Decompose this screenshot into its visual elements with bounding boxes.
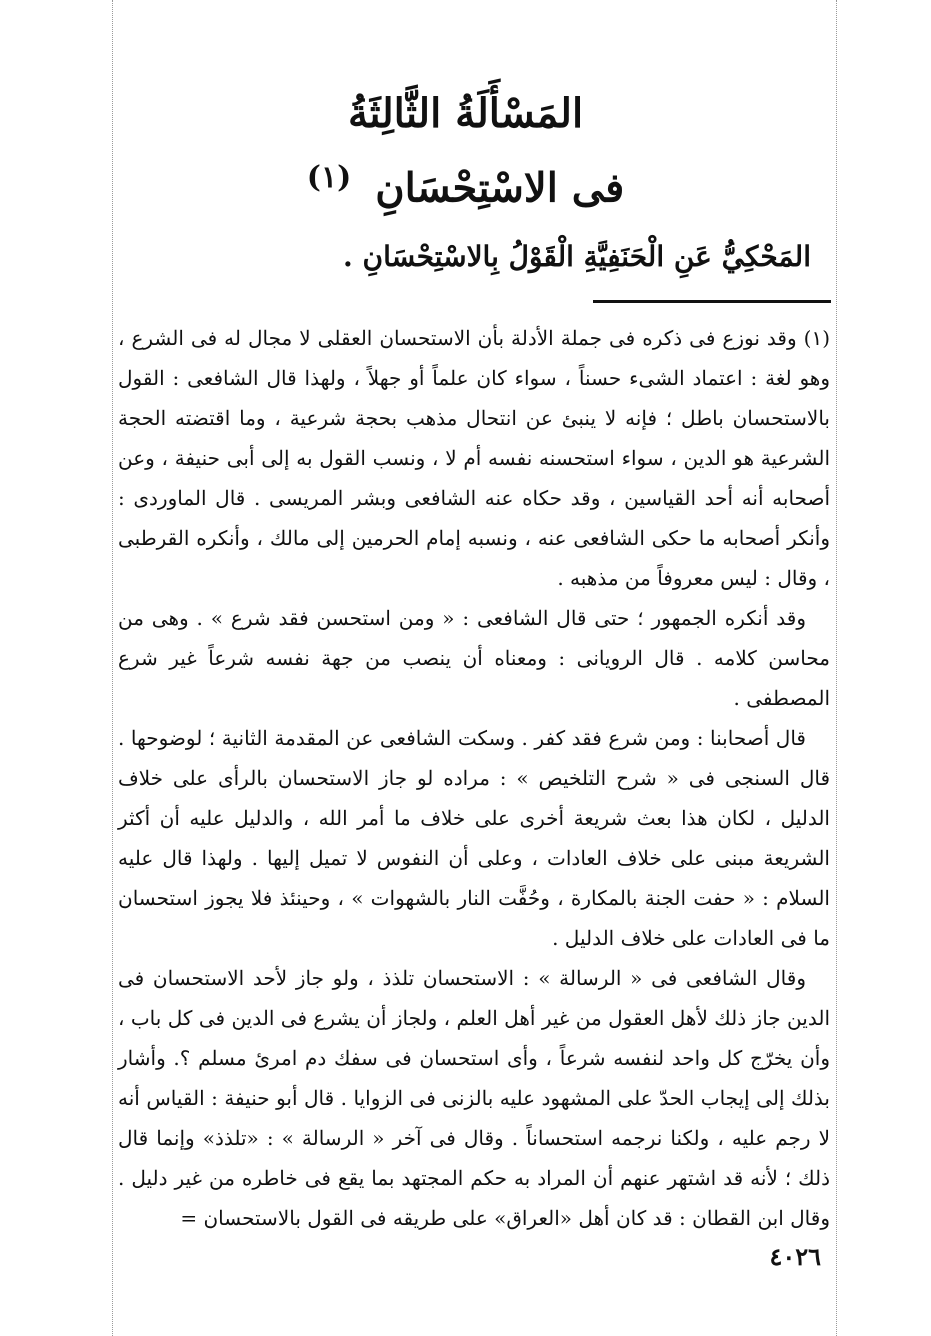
footnote-paragraph-3: قال أصحابنا : ومن شرع فقد كفر . وسكت الشافعى عن المقدمة الثانية ؛ لوضوحها . قال السنجى فى « شرح التلخيص » : مراده لو جاز الاستحسان بالرأى على خلاف الدليل ، لكان هذا بعث شريعة أخرى على خلاف ما أمر الله ، والدليل عليه أن أكثر الشريعة مبنى على خلاف العادات ، وعلى أن النفوس لا تميل إليها . ولهذا قال عليه السلام : « حفت الجنة بالمكارة ، وحُفَّت النار بالشهوات » ، وحينئذ فلا يجوز استحسان ما فى العادات على خلاف الدليل .	[118, 726, 830, 950]
main-text: المَحْكِيُّ عَنِ الْحَنَفِيَّةِ الْقَوْلُ بِالاسْتِحْسَانِ .	[343, 240, 811, 273]
page-number: ٤٠٢٦	[769, 1242, 821, 1271]
footnote-separator	[593, 300, 831, 303]
footnote-reference: (١)	[306, 160, 352, 195]
footnotes-block	[118, 318, 830, 1238]
issue-title: المَسْأَلَةُ الثَّالِثَةُ	[347, 90, 584, 137]
footnote-paragraph-2: وقد أنكره الجمهور ؛ حتى قال الشافعى : « ومن استحسن فقد شرع » . وهى من محاسن كلامه . قال الرويانى : ومعناه أن ينصب من جهة نفسه شرعاً غير شرع المصطفى .	[118, 606, 830, 710]
footnote-paragraph-1: (١) وقد نوزع فى ذكره فى جملة الأدلة بأن الاستحسان العقلى لا مجال له فى الشرع ، وهو لغة : اعتماد الشىء حسناً ، سواء كان علماً أو جهلاً ، ولهذا قال الشافعى : القول بالاستحسان باطل ؛ فإنه لا ينبئ عن انتحال مذهب بحجة شرعية ، وما اقتضته الحجة الشرعية هو الدين ، سواء استحسنه نفسه أم لا ، ونسب القول به إلى أبى حنيفة ، وعن أصحابه أنه أحد القياسين ، وقد حكاه عنه الشافعى وبشر المريسى . قال الماوردى : وأنكر أصحابه ما حكى الشافعى عنه ، ونسبه إمام الحرمين إلى مالك ، وأنكره القرطبى ، وقال : ليس معروفاً من مذهبه .	[118, 326, 830, 590]
topic-title	[0, 158, 931, 214]
footnote-paragraph-4: وقال الشافعى فى « الرسالة » : الاستحسان تلذذ ، ولو جاز لأحد الاستحسان فى الدين جاز ذلك لأهل العقول من غير أهل العلم ، ولجاز أن يشرع فى الدين فى كل باب ، وأن يخرّج كل واحد لنفسه شرعاً ، وأى استحسان فى سفك دم امرئ مسلم ؟. وأشار بذلك إلى إيجاب الحدّ على المشهود عليه بالزنى فى الزوايا . قال أبو حنيفة : القياس أنه لا رجم عليه ، ولكنا نرجمه استحساناً . وقال فى آخر « الرسالة » : «تلذذ» وإنما قال ذلك ؛ لأنه قد اشتهر عنهم أن المراد به حكم المجتهد بما يقع فى خاطره من غير دليل . وقال ابن القطان : قد كان أهل «العراق» على طريقه فى القول بالاستحسان =	[118, 966, 831, 1230]
topic-title-text: فى الاسْتِحْسَانِ	[375, 164, 625, 212]
